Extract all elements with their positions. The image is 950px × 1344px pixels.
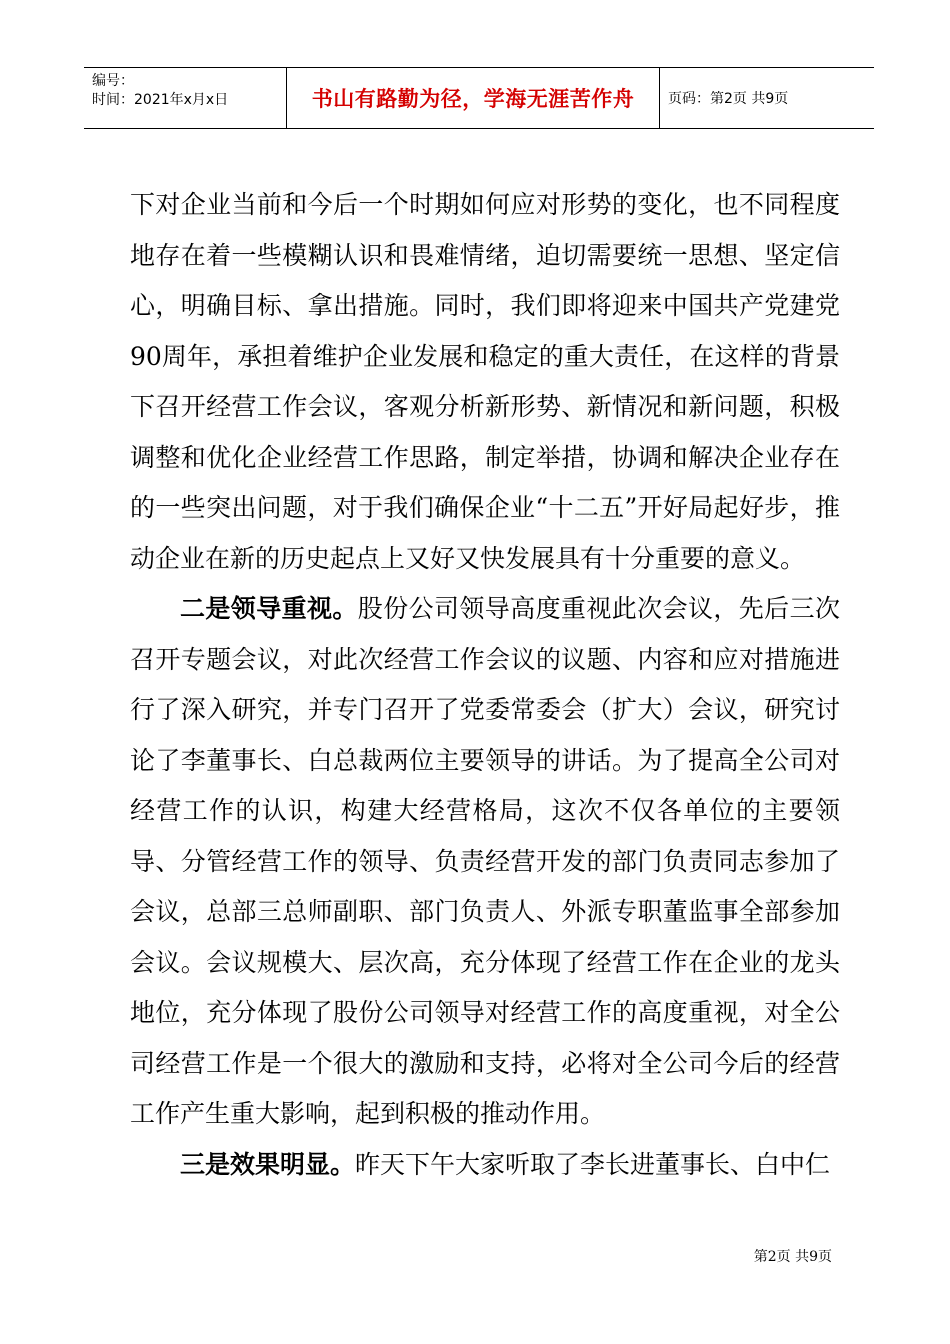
number-label: 编号： (92, 73, 134, 89)
paragraph-3-body: 昨天下午大家听取了李长进董事长、白中仁 (355, 1149, 831, 1179)
time-label: 时间：2021年x月x日 (92, 92, 229, 108)
paragraph-1: 下对企业当前和今后一个时期如何应对形势的变化，也不同程度地存在着一些模糊认识和畏难情绪，迫切需要统一思想、坚定信心，明确目标、拿出措施。同时，我们即将迎来中国共产党建党90周年，承担着维护企业发展和稳定的重大责任，在这样的背景下召开经营工作会议，客观分析新形势、新情况和新问题，积极调整和优化企业经营工作思路，制定举措，协调和解决企业存在的一些突出问题，对于我们确保企业“十二五”开好局起好步，推动企业在新的历史起点上又好又快发展具有十分重要的意义。 (130, 190, 840, 573)
paragraph-2-lead: 二是领导重视。 (180, 594, 358, 623)
header-meta (84, 68, 286, 128)
paragraph-3 (130, 1140, 840, 1191)
paragraph-2-body: 股份公司领导高度重视此次会议，先后三次召开专题会议，对此次经营工作会议的议题、内容和应对措施进行了深入研究，并专门召开了党委常委会（扩大）会议，研究讨论了李董事长、白总裁两位主要领导的讲话。为了提高全公司对经营工作的认识，构建大经营格局，这次不仅各单位的主要领导、分管经营工作的领导、负责经营开发的部门负责同志参加了会议，总部三总师副职、部门负责人、外派专职董监事全部参加会议。会议规模大、层次高，充分体现了经营工作在企业的龙头地位，充分体现了股份公司领导对经营工作的高度重视，对全公司经营工作是一个很大的激励和支持，必将对全公司今后的经营工作产生重大影响，起到积极的推动作用。 (130, 594, 840, 1128)
document-body (130, 180, 840, 1190)
paragraph-3-lead: 三是效果明显。 (180, 1149, 356, 1179)
document-header (84, 67, 874, 129)
header-page-label: 页码：第2页 共9页 (668, 91, 789, 107)
page-footer: 第2页 共9页 (753, 1249, 832, 1265)
header-motto: 书山有路勤为径，学海无涯苦作舟 (286, 68, 660, 128)
paragraph-2 (130, 584, 840, 1140)
